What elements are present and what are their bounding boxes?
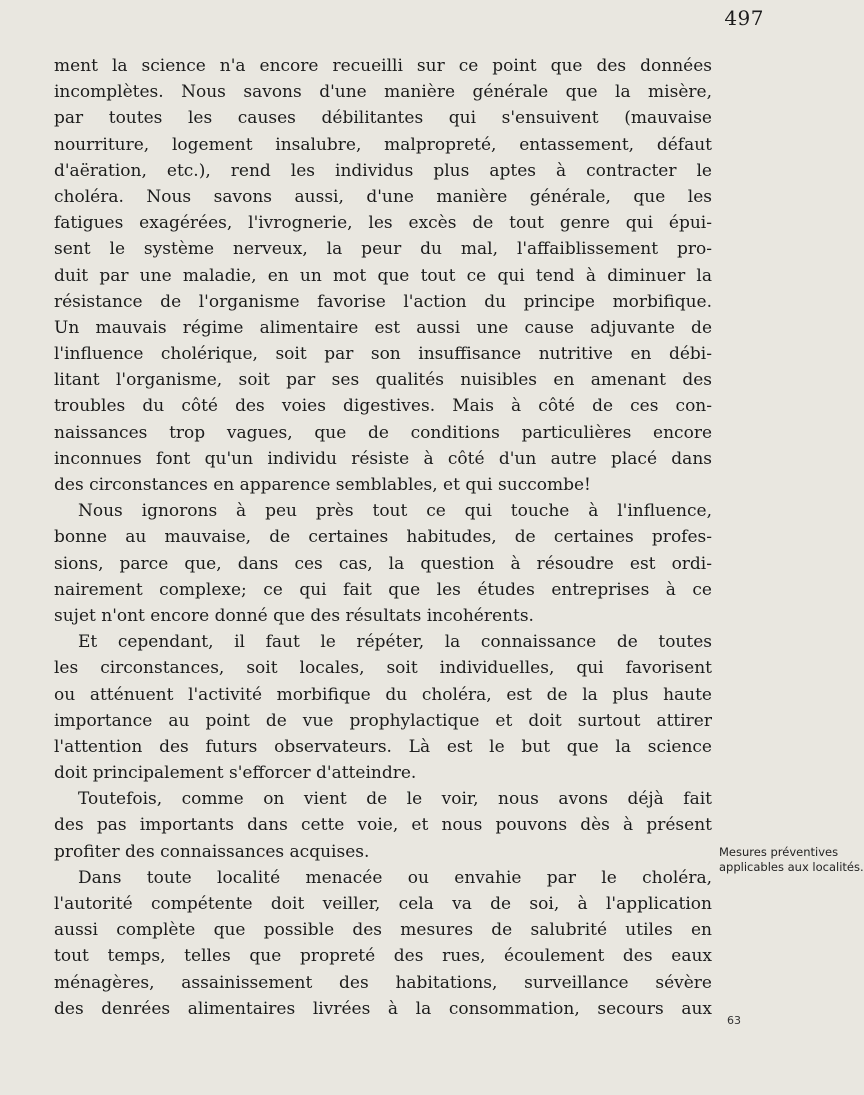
text-line: sent le système nerveux, la peur du mal, l'affaiblissement pro-: [54, 239, 712, 260]
text-line: nourriture, logement insalubre, malpropreté, entassement, défaut: [54, 134, 712, 155]
text-line: sions, parce que, dans ces cas, la question à résoudre est ordi-: [54, 553, 712, 574]
text-line: Toutefois, comme on vient de le voir, nous avons déjà fait: [78, 789, 712, 810]
text-line: incomplètes. Nous savons d'une manière générale que la misère,: [54, 82, 712, 103]
text-line: naissances trop vagues, que de conditions particulières encore: [54, 422, 712, 443]
text-line: tout temps, telles que propreté des rues, écoulement des eaux: [54, 946, 712, 967]
text-line: par toutes les causes débilitantes qui s'ensuivent (mauvaise: [54, 108, 712, 129]
text-line: litant l'organisme, soit par ses qualités nuisibles en amenant des: [54, 370, 712, 391]
text-line: Dans toute localité menacée ou envahie par le choléra,: [78, 867, 712, 888]
text-line: ménagères, assainissement des habitations, surveillance sévère: [54, 972, 712, 993]
text-line: résistance de l'organisme favorise l'action du principe morbifique.: [54, 291, 712, 312]
text-line: choléra. Nous savons aussi, d'une manière générale, que les: [54, 186, 712, 207]
margin-note-line: Mesures préventives: [719, 845, 839, 859]
text-line: importance au point de vue prophylactique et doit surtout attirer: [54, 710, 712, 731]
page-number: 497: [724, 6, 764, 30]
signature-number: 63: [727, 1014, 741, 1027]
text-line: l'influence cholérique, soit par son insuffisance nutritive en débi-: [54, 344, 712, 365]
text-line: aussi complète que possible des mesures de salubrité utiles en: [54, 920, 712, 941]
text-line: des denrées alimentaires livrées à la consommation, secours aux: [54, 998, 712, 1019]
margin-note: [719, 845, 864, 875]
text-line: l'attention des futurs observateurs. Là est le but que la science: [54, 736, 712, 757]
text-line: Un mauvais régime alimentaire est aussi une cause adjuvante de: [54, 317, 712, 338]
paragraph: [54, 629, 712, 786]
paragraph: [54, 498, 712, 629]
text-line: ou atténuent l'activité morbifique du choléra, est de la plus haute: [54, 684, 712, 705]
text-line: d'aëration, etc.), rend les individus plus aptes à contracter le: [54, 160, 712, 181]
text-line: Et cependant, il faut le répéter, la connaissance de toutes: [78, 632, 712, 653]
text-line: inconnues font qu'un individu résiste à côté d'un autre placé dans: [54, 448, 712, 469]
text-line: nairement complexe; ce qui fait que les études entreprises à ce: [54, 579, 712, 600]
text-line: bonne au mauvaise, de certaines habitudes, de certaines profes-: [54, 527, 712, 548]
text-line: les circonstances, soit locales, soit individuelles, qui favorisent: [54, 658, 712, 679]
paragraph: [54, 53, 712, 498]
text-line: duit par une maladie, en un mot que tout ce qui tend à diminuer la: [54, 265, 712, 286]
text-line: des circonstances en apparence semblables, et qui succombe!: [54, 475, 591, 495]
paragraph: [54, 865, 712, 1022]
text-line: profiter des connaissances acquises.: [54, 841, 370, 862]
text-line: des pas importants dans cette voie, et nous pouvons dès à présent: [54, 815, 712, 836]
margin-note-line: applicables aux localités.: [719, 860, 864, 874]
text-line: l'autorité compétente doit veiller, cela va de soi, à l'application: [54, 894, 712, 914]
text-line: doit principalement s'efforcer d'atteindre.: [54, 763, 417, 784]
text-line: ment la science n'a encore recueilli sur ce point que des données: [54, 56, 712, 76]
text-line: troubles du côté des voies digestives. Mais à côté de ces con-: [54, 396, 712, 417]
text-line: Nous ignorons à peu près tout ce qui touche à l'influence,: [78, 501, 712, 522]
text-line: fatigues exagérées, l'ivrognerie, les excès de tout genre qui épui-: [54, 213, 712, 234]
paragraph: [54, 786, 712, 865]
body-text: [54, 53, 712, 1022]
text-line: sujet n'ont encore donné que des résultats incohérents.: [54, 605, 534, 626]
